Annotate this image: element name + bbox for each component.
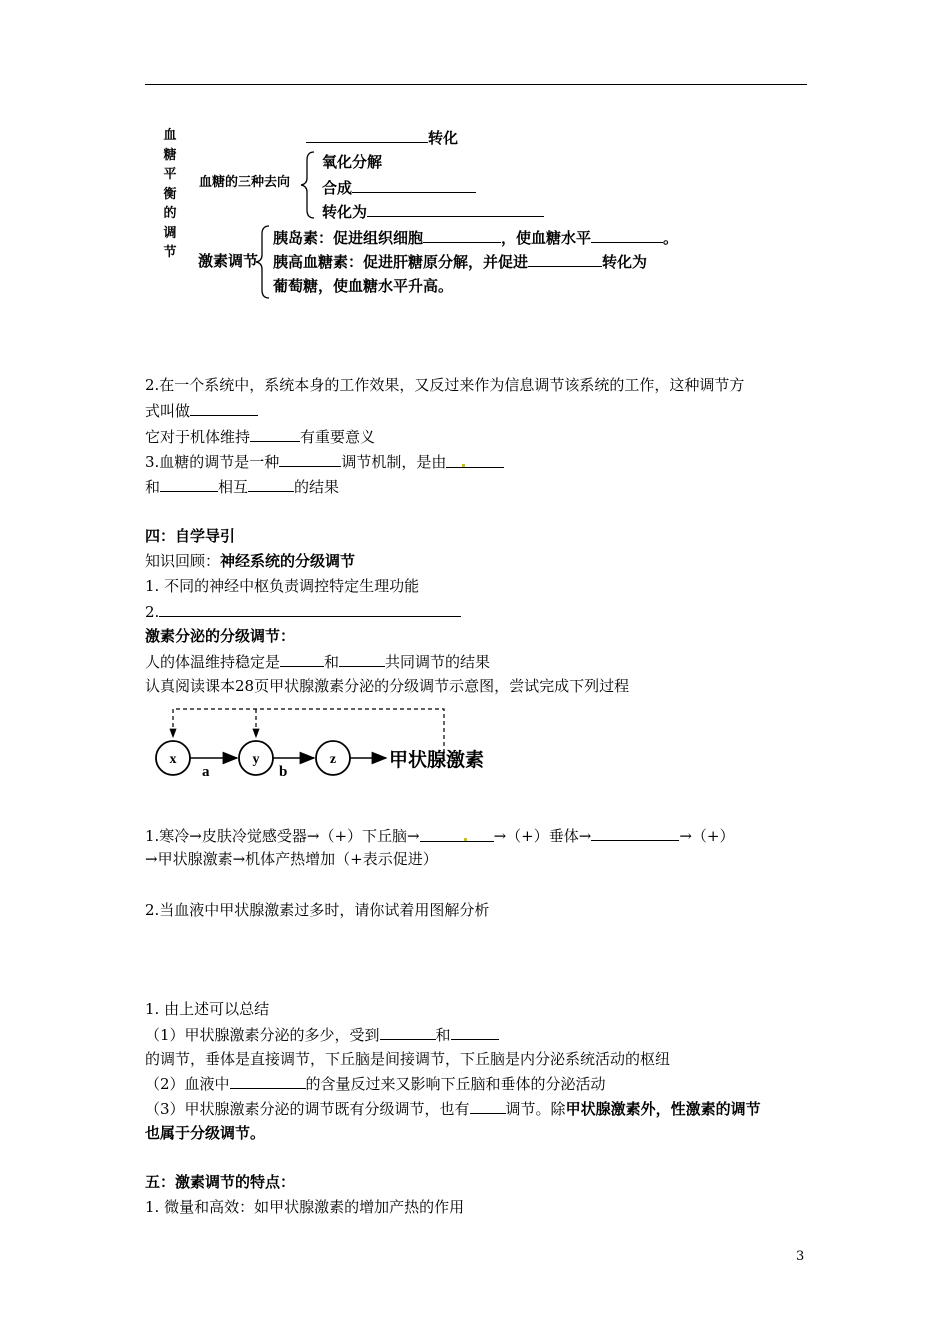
section-5-heading: 五：激素调节的特点： [145,1173,296,1191]
answer-blank[interactable] [248,476,294,492]
answer-blank[interactable] [420,826,494,842]
q3-text-result: 的结果 [294,478,340,496]
section-4-heading: 四：自学导引 [145,527,236,545]
summary-1 [145,1024,499,1045]
three-destinations-label: 血糖的三种去向 [199,175,291,190]
edge-label-a: a [202,764,210,780]
recall-item-1: 1. 不同的神经中枢负责调控特定生理功能 [145,577,420,595]
edge-label-b: b [279,764,288,780]
destination-convert [322,201,544,222]
destination-synthesis [322,177,476,198]
title-char: 节 [163,245,177,260]
q3-text-b: 调节机制，是由 [341,453,447,471]
diagram-vertical-title [162,126,178,263]
process-line-2: →甲状腺激素→机体产热增加（+表示促进） [145,850,438,868]
summary-1-text-and: 和 [435,1026,451,1044]
summary-1-cont: 的调节，垂体是直接调节，下丘脑是间接调节，下丘脑是内分泌系统活动的枢纽 [145,1050,671,1068]
recall-topic: 神经系统的分级调节 [220,552,356,570]
glucagon-text-b: 转化为 [602,253,648,271]
q2-line-2 [145,400,258,421]
insulin-text-b: ，使血糖水平 [501,229,592,247]
node-y-label: y [252,752,260,767]
summary-2 [145,1073,606,1094]
q2-text-b: 有重要意义 [300,428,376,446]
process-question-2: 2.当血液中甲状腺激素过多时，请你试着用图解分析 [145,901,490,919]
recall-item-2 [145,601,461,622]
header-rule [145,84,807,85]
q3-text-and: 和 [145,478,161,496]
q2-line-1: 2.在一个系统中，系统本身的工作效果，又反过来作为信息调节该系统的工作，这种调节方 [145,376,745,394]
q2-text: 式叫做 [145,402,191,420]
title-char: 平 [163,167,177,182]
brace-icon [254,224,274,300]
page-number: 3 [796,1249,805,1264]
answer-blank[interactable] [591,227,663,243]
summary-3-bold: 甲状腺激素外，性激素的调节 [565,1100,761,1118]
answer-blank[interactable] [470,1098,506,1114]
answer-blank[interactable] [367,201,544,217]
summary-3-cont: 也属于分级调节。 [145,1124,266,1142]
temp-text-c: 共同调节的结果 [385,653,491,671]
thyroid-flow-diagram [150,700,510,784]
answer-blank[interactable] [446,452,504,468]
answer-blank[interactable] [528,251,602,267]
insulin-text-a: 胰岛素：促进组织细胞 [273,229,424,247]
answer-blank[interactable] [423,227,501,243]
recall-prefix: 知识回顾： [145,552,221,570]
answer-blank[interactable] [159,601,461,617]
glucagon-text-a: 胰高血糖素：促进肝糖原分解，并促进 [273,253,529,271]
node-z-label: z [329,752,337,767]
answer-blank[interactable] [160,476,218,492]
thyroid-hormone-label: 甲状腺激素 [389,749,485,771]
insulin-text-end: 。 [663,229,679,247]
summary-3 [145,1098,761,1119]
title-char: 衡 [163,186,177,202]
answer-blank[interactable] [230,1073,306,1089]
summary-3-text-b: 调节。除 [505,1100,566,1118]
q3-text-a: 3.血糖的调节是一种 [145,453,280,471]
hormone-hierarchy-heading: 激素分泌的分级调节： [145,627,296,645]
title-char: 糖 [163,147,177,163]
summary-1-text-a: （1）甲状腺激素分泌的多少，受到 [145,1026,380,1044]
answer-blank[interactable] [451,1024,499,1040]
destination-synthesis-label: 合成 [322,179,353,197]
process-text-b: →（+）垂体→ [493,827,592,845]
process-text-c: →（+） [679,827,735,845]
node-x-label: x [169,752,177,767]
answer-blank[interactable] [280,651,324,667]
section-5-item-1: 1. 微量和高效：如甲状腺激素的增加产热的作用 [145,1198,465,1216]
answer-blank[interactable] [279,451,341,467]
process-line-1 [145,825,734,846]
recall-item-2-number: 2. [145,603,160,621]
summary-2-text-b: 的含量反过来又影响下丘脑和垂体的分泌活动 [305,1075,606,1093]
process-text-a: 1.寒冷→皮肤冷觉感受器→（+）下丘脑→ [145,827,420,845]
q3-line-2 [145,476,339,497]
summary-3-text-a: （3）甲状腺激素分泌的调节既有分级调节，也有 [145,1100,470,1118]
answer-blank[interactable] [190,400,258,416]
body-temperature-line [145,651,490,672]
q2-text-a: 它对于机体维持 [145,428,251,446]
temp-text-and: 和 [324,653,340,671]
q3-text-mutual: 相互 [218,478,249,496]
answer-blank[interactable] [380,1024,436,1040]
knowledge-recall [145,551,355,571]
answer-blank[interactable] [591,825,679,841]
glucagon-line-2: 葡萄糖，使血糖水平升高。 [273,277,454,295]
destination-oxidation: 氧化分解 [322,153,383,171]
insulin-line [273,227,678,248]
answer-blank[interactable] [250,426,300,442]
summary-2-text-a: （2）血液中 [145,1075,230,1093]
conversion-line [306,127,458,148]
summary-heading: 1. 由上述可以总结 [145,1000,270,1018]
answer-blank[interactable] [306,127,428,143]
conversion-suffix: 转化 [428,129,459,147]
title-char: 血 [163,128,177,143]
glucagon-line [273,251,647,272]
q2-line-3 [145,426,375,447]
hormone-regulation-label: 激素调节 [198,252,259,270]
destination-convert-label: 转化为 [322,203,368,221]
brace-icon [299,150,319,220]
reading-instruction: 认真阅读课本28页甲状腺激素分泌的分级调节示意图，尝试完成下列过程 [145,677,630,695]
temp-text-a: 人的体温维持稳定是 [145,653,281,671]
title-char: 调 [163,225,177,241]
title-char: 的 [163,206,177,221]
answer-blank[interactable] [339,651,385,667]
q3-line-1 [145,451,504,472]
answer-blank[interactable] [352,177,476,193]
